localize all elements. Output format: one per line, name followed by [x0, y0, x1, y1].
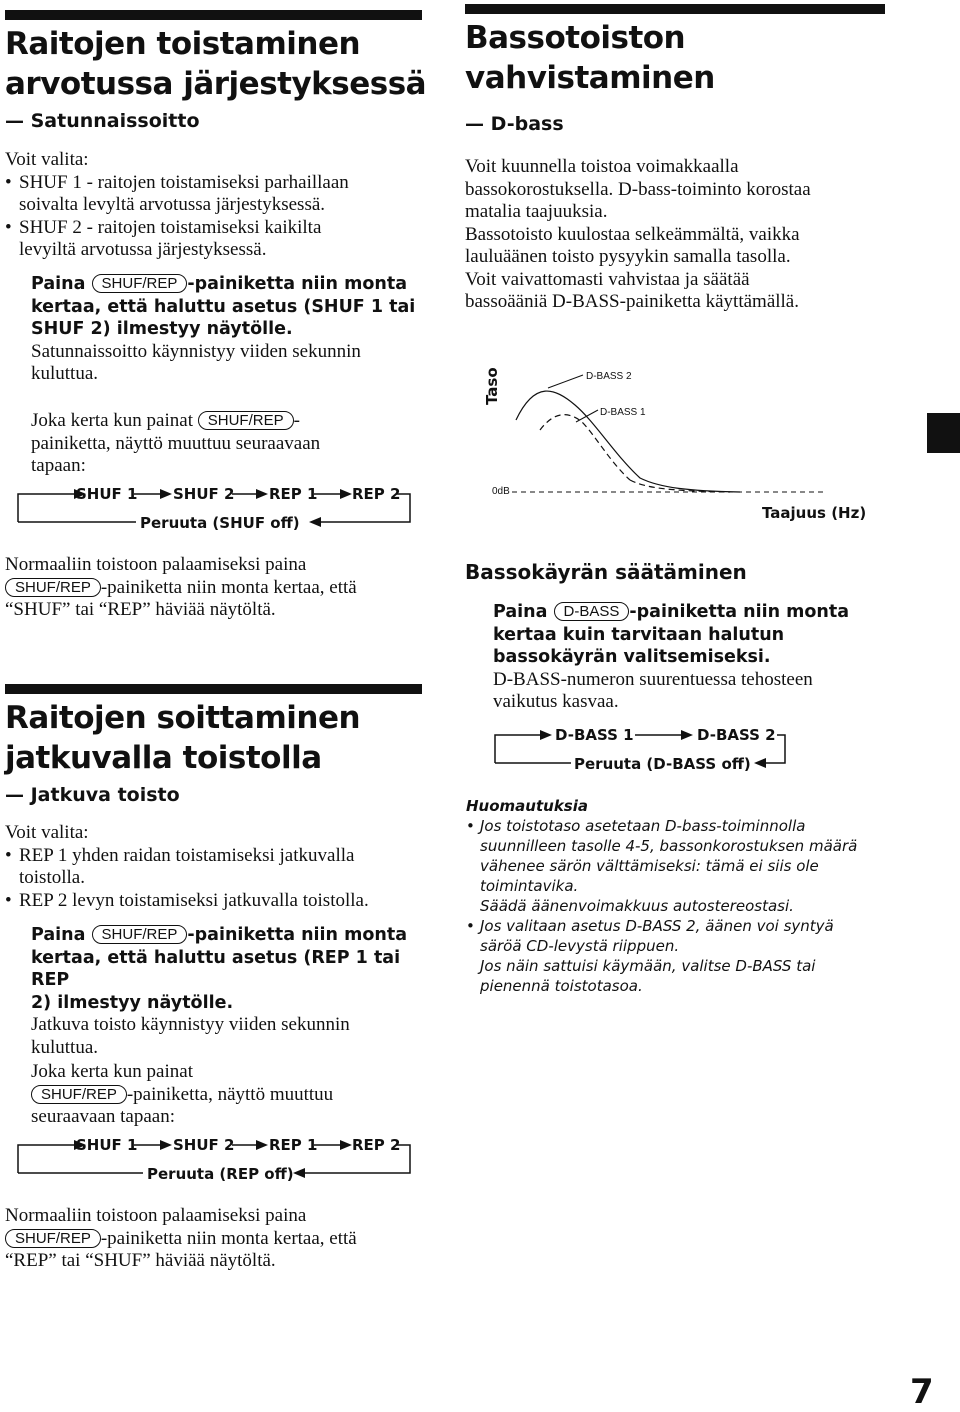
each-text: -painiketta, näyttö muuttuu [126, 1083, 334, 1105]
note2-line1: • Jos valitaan asetus D-BASS 2, äänen voi syntyä [480, 917, 834, 935]
shuffle-title-line2: arvotussa järjestyksessä [5, 66, 427, 102]
shuf-rep-button[interactable]: SHUF/REP [31, 1085, 127, 1104]
shuffle-subtitle: — Satunnaissoitto [5, 110, 200, 132]
dbass-title-line1: Bassotoiston [465, 20, 686, 56]
seq-dbass1: D-BASS 1 [555, 726, 634, 744]
repeat-starts-line1: Jatkuva toisto käynnistyy viiden sekunnin [31, 1014, 350, 1035]
seq-cancel: Peruuta (SHUF off) [140, 514, 300, 532]
repeat-normal-line3: “REP” tai “SHUF” häviää näytöltä. [5, 1250, 276, 1271]
repeat-sequence-diagram [18, 1133, 418, 1183]
notes-title: Huomautuksia [466, 797, 588, 815]
shuffle-instruction [31, 273, 431, 386]
seq-rep2: REP 2 [352, 485, 401, 503]
choose-label: Voit valita: [5, 149, 89, 170]
note2-line4: pienennä toistotasoa. [480, 977, 643, 995]
seq-rep1: REP 1 [269, 1136, 318, 1154]
press-rest: -painiketta niin monta [187, 925, 407, 945]
repeat-each-line1: Joka kerta kun painat [31, 1061, 193, 1082]
option-rep1 [5, 845, 430, 890]
section-rule-repeat [5, 684, 422, 694]
shuffle-press-line3: SHUF 2) ilmestyy näytölle. [31, 319, 293, 339]
shuffle-options [5, 149, 425, 262]
shuffle-normal-line1: Normaaliin toistoon palaamiseksi paina [5, 554, 307, 575]
x-axis-label: Taajuus (Hz) [762, 504, 867, 522]
option-rep2-line1: • REP 2 levyn toistamiseksi jatkuvalla toistolla. [19, 889, 369, 911]
press-rest: -painiketta niin monta [187, 274, 407, 294]
bass-curve-graph [480, 360, 880, 530]
dbass-info-line1: D-BASS-numeron suurentuessa tehosteen [493, 668, 813, 690]
dbass-title-line2: vahvistaminen [465, 60, 715, 96]
adjust-title: Bassokäyrän säätäminen [465, 560, 747, 584]
seq-cancel: Peruuta (REP off) [147, 1165, 294, 1183]
repeat-press-line1 [31, 924, 431, 947]
shuffle-each-line3: tapaan: [31, 455, 86, 476]
intro-line2: bassokorostuksella. D-bass-toiminto korostaa [465, 178, 811, 200]
shuffle-normal-line2 [5, 577, 425, 600]
option-shuf2-line2: levyiltä arvotussa järjestyksessä. [19, 239, 267, 260]
note1-line3: vähenee särön välttämiseksi: tämä ei siis ole [480, 857, 819, 875]
section-rule-shuffle [5, 10, 422, 20]
dbass-intro [465, 156, 905, 314]
shuf-rep-button[interactable]: SHUF/REP [198, 411, 294, 430]
dbass-press-line3: bassokäyrän valitsemiseksi. [493, 647, 771, 667]
repeat-starts-line2: kuluttua. [31, 1036, 99, 1058]
option-shuf2 [5, 217, 425, 262]
shuffle-sequence-diagram [18, 482, 418, 532]
note1-line4: toimintavika. [480, 877, 579, 895]
repeat-normal-line2 [5, 1228, 425, 1251]
note1-line5: Säädä äänenvoimakkuus autostereostasi. [480, 897, 794, 915]
repeat-subtitle: — Jatkuva toisto [5, 784, 180, 806]
seq-shuf1: SHUF 1 [76, 485, 138, 503]
shuffle-each-press [31, 410, 431, 478]
normal-text: -painiketta niin monta kertaa, että [100, 576, 357, 598]
shuffle-title-line1: Raitojen toistaminen [5, 26, 361, 62]
repeat-options [5, 822, 430, 912]
press-word: Paina [493, 602, 548, 622]
note2-line3: Jos näin sattuisi käymään, valitse D-BASS tai [480, 957, 816, 975]
repeat-title-line2: jatkuvalla toistolla [5, 740, 322, 776]
repeat-instruction [31, 924, 431, 1059]
intro-line7: bassoääniä D-BASS-painiketta käyttämällä. [465, 291, 799, 312]
shuffle-normal-line3: “SHUF” tai “REP” häviää näytöltä. [5, 599, 276, 620]
section-tab-marker [927, 413, 960, 453]
dbass-press-line2: kertaa kuin tarvitaan halutun [493, 624, 785, 645]
option-shuf1-line2: soivalta levyltä arvotussa järjestyksessä. [19, 194, 326, 215]
seq-shuf2: SHUF 2 [173, 1136, 235, 1154]
dbass-instruction [493, 601, 893, 714]
each-hyphen: - [293, 410, 300, 431]
seq-shuf1: SHUF 1 [76, 1136, 138, 1154]
option-shuf1 [5, 172, 425, 217]
option-shuf2-line1: • SHUF 2 - raitojen toistamiseksi kaikilta [19, 216, 322, 238]
option-shuf1-line1: • SHUF 1 - raitojen toistamiseksi parhaillaan [19, 171, 349, 193]
repeat-each-press [31, 1061, 431, 1129]
section-rule-dbass [465, 4, 885, 14]
seq-cancel: Peruuta (D-BASS off) [574, 755, 751, 773]
intro-line1: Voit kuunnella toistoa voimakkaalla [465, 156, 739, 177]
seq-rep1: REP 1 [269, 485, 318, 503]
curve-dbass1-label: D-BASS 1 [600, 407, 646, 418]
repeat-title [5, 698, 360, 778]
dbass-title [465, 18, 715, 98]
seq-shuf2: SHUF 2 [173, 485, 235, 503]
seq-dbass2: D-BASS 2 [697, 726, 776, 744]
intro-line3: matalia taajuuksia. [465, 201, 608, 222]
choose-label: Voit valita: [5, 822, 89, 843]
shuf-rep-button[interactable]: SHUF/REP [5, 1229, 101, 1248]
shuffle-each-line1 [31, 410, 431, 433]
shuffle-starts-line1: Satunnaissoitto käynnistyy viiden sekunnin [31, 340, 361, 362]
shuffle-title [5, 24, 426, 104]
notes [466, 796, 906, 996]
repeat-each-line3: seuraavaan tapaan: [31, 1106, 175, 1127]
repeat-press-line3: 2) ilmestyy näytölle. [31, 992, 234, 1013]
repeat-normal-line1: Normaaliin toistoon palaamiseksi paina [5, 1205, 307, 1226]
shuffle-each-line2: painiketta, näyttö muuttuu seuraavaan [31, 432, 321, 454]
note2-line2: säröä CD-levystä riippuen. [480, 937, 680, 955]
each-text: Joka kerta kun painat [31, 410, 193, 431]
dbass-sequence-diagram [495, 723, 795, 773]
shuffle-normal [5, 554, 425, 622]
normal-text: -painiketta niin monta kertaa, että [100, 1227, 357, 1249]
note1-line1: • Jos toistotaso asetetaan D-bass-toiminnolla [480, 817, 806, 835]
page-number: 7 [910, 1372, 934, 1412]
repeat-title-line1: Raitojen soittaminen [5, 700, 361, 736]
shuffle-starts-line2: kuluttua. [31, 363, 99, 384]
seq-rep2: REP 2 [352, 1136, 401, 1154]
option-rep1-line1: • REP 1 yhden raidan toistamiseksi jatkuvalla [19, 844, 355, 866]
shuf-rep-button[interactable]: SHUF/REP [92, 274, 188, 293]
shuf-rep-button[interactable]: SHUF/REP [92, 925, 188, 944]
option-rep1-line2: toistolla. [19, 867, 85, 888]
d-bass-button[interactable]: D-BASS [554, 602, 630, 621]
repeat-normal [5, 1205, 425, 1273]
press-rest: -painiketta niin monta [629, 602, 850, 622]
press-word: Paina [31, 925, 86, 945]
intro-line6: Voit vaivattomasti vahvistaa ja säätää [465, 268, 750, 290]
note-1 [466, 816, 906, 916]
dbass-subtitle: — D-bass [465, 113, 564, 135]
note-2 [466, 916, 906, 996]
y-axis-label: Taso [483, 367, 501, 405]
shuf-rep-button[interactable]: SHUF/REP [5, 578, 101, 597]
zero-db-label: 0dB [492, 486, 510, 497]
shuffle-press-line1 [31, 273, 431, 296]
intro-line5: lauluäänen toisto pysyykin samalla tasolla. [465, 246, 791, 267]
option-rep2 [5, 890, 430, 913]
curve-dbass2-label: D-BASS 2 [586, 371, 632, 382]
shuffle-press-line2: kertaa, että haluttu asetus (SHUF 1 tai [31, 296, 416, 317]
dbass-press-line1 [493, 601, 893, 624]
intro-line4: Bassotoisto kuulostaa selkeämmältä, vaikka [465, 223, 800, 245]
note1-line2: suunnilleen tasolle 4-5, bassonkorostuksen määrä [480, 837, 858, 855]
press-word: Paina [31, 274, 86, 294]
repeat-each-line2 [31, 1084, 431, 1107]
dbass-info-line2: vaikutus kasvaa. [493, 691, 619, 712]
repeat-press-line2: kertaa, että haluttu asetus (REP 1 tai REP [31, 947, 401, 990]
